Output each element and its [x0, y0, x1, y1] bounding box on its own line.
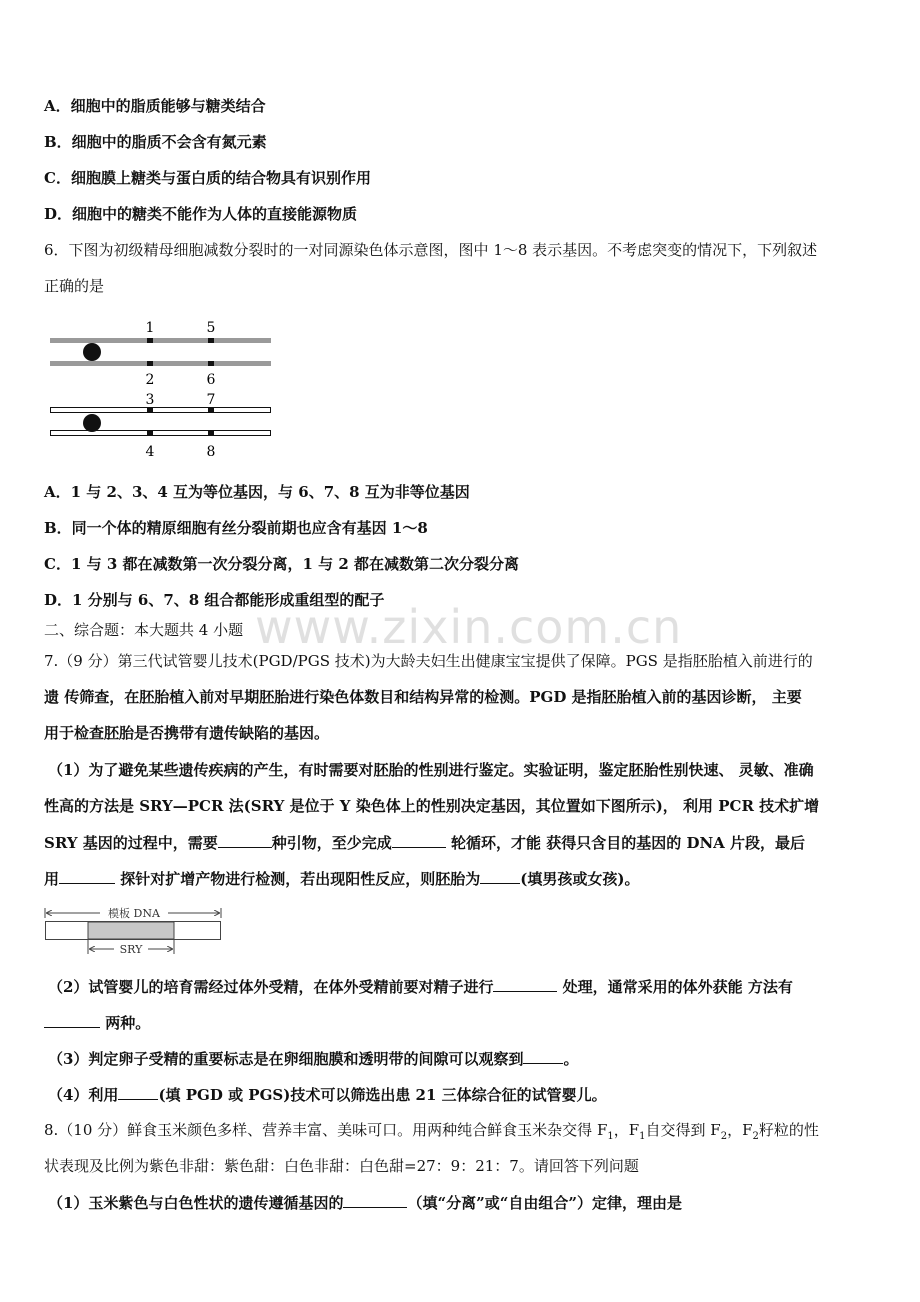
q8-sub-1: 1 [607, 1131, 614, 1142]
q7-line-1: 7.（9 分）第三代试管婴儿技术(PGD/PGS 技术)为大龄夫妇生出健康宝宝提供了保障。PGS 是指胚胎植入前进行的 [44, 652, 813, 670]
section-heading: 二、综合题：本大题共 4 小题 [44, 621, 244, 639]
watermark: www.zixin.com.cn [255, 600, 683, 654]
q7-part3-line [48, 1048, 578, 1069]
chromatid-lower-1 [51, 408, 271, 413]
answer-blank[interactable] [480, 868, 520, 884]
q7-part1-text-d: 用 [44, 870, 60, 888]
homologous-chromosome-diagram [46, 316, 276, 462]
q7-part4-line [48, 1084, 607, 1105]
q5-option-c: C．细胞膜上糖类与蛋白质的结合物具有识别作用 [44, 169, 371, 187]
q8-text-c: 自交得到 F [645, 1121, 721, 1139]
chromatid-lower-2 [51, 431, 271, 436]
q7-part2-text-b: 处理，通常采用的体外获能 方法有 [557, 978, 793, 996]
q8-line-2: 状表现及比例为紫色非甜：紫色甜：白色非甜：白色甜=27：9：21：7。请回答下列问题 [44, 1157, 639, 1175]
q7-part1-text-c: 轮循环，才能 获得只含目的基因的 DNA 片段，最后 [445, 834, 806, 852]
q8-sub-3: 2 [720, 1131, 728, 1142]
q7-part1-line-3 [44, 832, 805, 853]
gene-label-4: 4 [145, 444, 155, 460]
q7-part3-text-a: （3）判定卵子受精的重要标志是在卵细胞膜和透明带的间隙可以观察到 [48, 1050, 524, 1068]
centromere-lower [83, 414, 101, 432]
q5-option-d: D．细胞中的糖类不能作为人体的直接能源物质 [44, 205, 358, 223]
q8-sub-2: 1 [639, 1131, 646, 1142]
q8-part1-text-a: （1）玉米紫色与白色性状的遗传遵循基因的 [48, 1194, 344, 1212]
sry-template-dna-figure [44, 904, 224, 956]
q7-part1-text-f: (填男孩或女孩)。 [520, 870, 640, 888]
answer-blank[interactable] [343, 1192, 407, 1208]
q5-option-b: B．细胞中的脂质不会含有氮元素 [44, 133, 267, 151]
gene-mark-6 [208, 361, 214, 366]
q7-part4-text-a: （4）利用 [48, 1086, 119, 1104]
gene-mark-2 [147, 361, 153, 366]
answer-blank[interactable] [392, 832, 446, 848]
q7-part2-line-1 [48, 976, 793, 997]
q6-stem-line-2: 正确的是 [44, 277, 105, 295]
q6-option-d: D．1 分别与 6、7、8 组合都能形成重组型的配子 [44, 591, 385, 609]
answer-blank[interactable] [44, 1012, 100, 1028]
gene-mark-4 [147, 430, 153, 436]
q7-part1-line-4 [44, 868, 639, 889]
q7-part1-line-2: 性高的方法是 SRY—PCR 法(SRY 是位于 Y 染色体上的性别决定基因，其位置如下图所示)， 利用 PCR 技术扩增 [44, 797, 820, 815]
chromatid-upper-2 [50, 361, 271, 366]
q8-text-b: ，F [613, 1121, 640, 1139]
q8-part1-line [48, 1192, 682, 1213]
q7-line-2: 遗 传筛查，在胚胎植入前对早期胚胎进行染色体数目和结构异常的检测。PGD 是指胚胎植入前的基因诊断， 主要 [44, 688, 802, 706]
q7-part3-text-b: 。 [563, 1050, 579, 1068]
gene-label-7: 7 [206, 392, 216, 408]
answer-blank[interactable] [118, 1084, 158, 1100]
answer-blank[interactable] [523, 1048, 563, 1064]
q6-option-b: B．同一个体的精原细胞有丝分裂前期也应含有基因 1～8 [44, 519, 428, 537]
chromatid-upper-1 [50, 338, 271, 343]
q7-part1-line-1: （1）为了避免某些遗传疾病的产生，有时需要对胚胎的性别进行鉴定。实验证明，鉴定胚胎性别快速、 灵敏、准确 [48, 761, 814, 779]
q7-line-3: 用于检查胚胎是否携带有遗传缺陷的基因。 [44, 724, 330, 742]
sry-gene-segment [88, 922, 174, 939]
q5-option-a: A．细胞中的脂质能够与糖类结合 [44, 97, 266, 115]
q7-part4-text-b: (填 PGD 或 PGS)技术可以筛选出患 21 三体综合征的试管婴儿。 [158, 1086, 607, 1104]
q7-part1-text-e: 探针对扩增产物进行检测，若出现阳性反应，则胚胎为 [115, 870, 481, 888]
gene-label-3: 3 [145, 392, 155, 408]
q6-stem-line-1: 6．下图为初级精母细胞减数分裂时的一对同源染色体示意图，图中 1～8 表示基因。不考虑突变的情况下，下列叙述 [44, 241, 818, 259]
q7-part2-line-2 [44, 1012, 150, 1033]
q7-part1-text-a: SRY 基因的过程中，需要 [44, 834, 218, 852]
q7-part2-text-a: （2）试管婴儿的培育需经过体外受精，在体外受精前要对精子进行 [48, 978, 494, 996]
sry-label: SRY [119, 943, 143, 956]
q6-option-c: C．1 与 3 都在减数第一次分裂分离，1 与 2 都在减数第二次分裂分离 [44, 555, 520, 573]
gene-label-1: 1 [145, 320, 155, 336]
q8-part1-text-b: （填“分离”或“自由组合”）定律，理由是 [407, 1194, 682, 1212]
q8-sub-4: 2 [752, 1131, 759, 1142]
q8-text-e: 籽粒的性 [758, 1121, 819, 1139]
template-dna-label: 模板 DNA [108, 907, 160, 920]
centromere-upper [83, 343, 101, 361]
gene-mark-5 [208, 338, 214, 343]
gene-label-5: 5 [206, 320, 216, 336]
q8-text-d: ，F [727, 1121, 753, 1139]
q8-text-a: 8.（10 分）鲜食玉米颜色多样、营养丰富、美味可口。用两种纯合鲜食玉米杂交得 F [44, 1121, 608, 1139]
gene-mark-1 [147, 338, 153, 343]
answer-blank[interactable] [218, 832, 272, 848]
q8-line-1 [44, 1120, 819, 1147]
gene-label-2: 2 [145, 372, 155, 388]
q7-part2-text-c: 两种。 [100, 1014, 151, 1032]
gene-mark-8 [208, 430, 214, 436]
gene-label-8: 8 [206, 444, 216, 460]
answer-blank[interactable] [493, 976, 557, 992]
answer-blank[interactable] [59, 868, 115, 884]
q6-option-a: A．1 与 2、3、4 互为等位基因，与 6、7、8 互为非等位基因 [44, 483, 470, 501]
gene-label-6: 6 [206, 372, 216, 388]
q7-part1-text-b: 种引物，至少完成 [271, 834, 392, 852]
